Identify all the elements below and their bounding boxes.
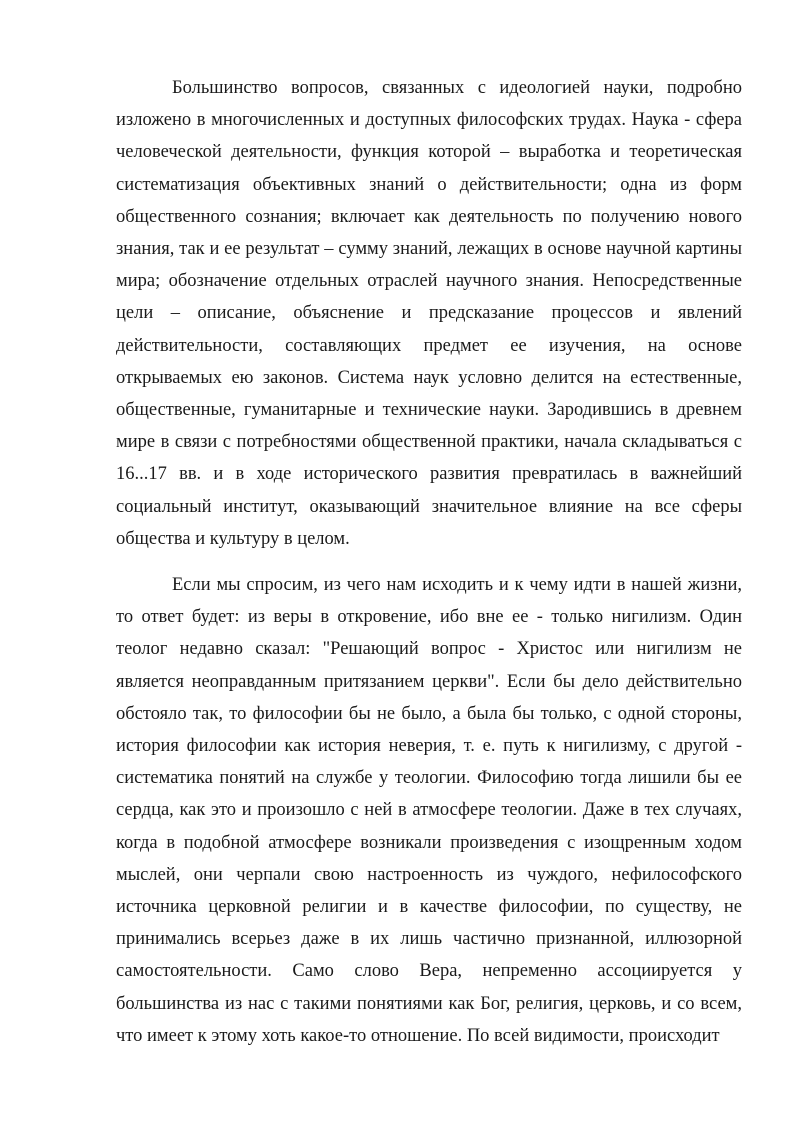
text-block-1 [116, 72, 742, 555]
paragraph-2: Если мы спросим, из чего нам исходить и к чему идти в нашей жизни, то ответ будет: из веры в откровение, ибо вне ее - только нигилизм. Один теолог недавно сказал: "Решающий вопрос - Христос или нигилизм не является неоправданным притязанием церкви". Если бы дело действительно обстояло так, то философии бы не было, а была бы только, с одной стороны, история философии как история неверия, т. е. путь к нигилизму, с другой - систематика понятий на службе у теологии. Философию тогда лишили бы ее сердца, как это и произошло с ней в атмосфере теологии. Даже в тех случаях, когда в подобной атмосфере возникали произведения с изощренным ходом мыслей, они черпали свою настроенность из чуждого, нефилософского источника церковной религии и в качестве философии, по существу, не принимались всерьез даже в их лишь частично признанной, иллюзорной самостоятельности. Само слово Вера, непременно ассоциируется у большинства из нас с такими понятиями как Бог, религия, церковь, и со всем, что имеет к этому хоть какое-то отношение. По всей видимости, происходит [116, 575, 742, 1046]
paragraph-1: Большинство вопросов, связанных с идеологией науки, подробно изложено в многочисленных и доступных философских трудах. Наука - сфера человеческой деятельности, функция которой – выработка и теоретическая систематизация объективных знаний о действительности; одна из форм общественного сознания; включает как деятельность по получению нового знания, так и ее результат – сумму знаний, лежащих в основе научной картины мира; обозначение отдельных отраслей научного знания. Непосредственные цели – описание, объяснение и предсказание процессов и явлений действительности, составляющих предмет ее изучения, на основе открываемых ею законов. Система наук условно делится на естественные, общественные, гуманитарные и технические науки. Зародившись в древнем мире в связи с потребностями общественной практики, начала складываться с 16...17 вв. и в ходе исторического развития превратилась в важнейший социальный институт, оказывающий значительное влияние на все сферы общества и культуру в целом. [116, 78, 742, 549]
text-block-2 [116, 569, 742, 1052]
